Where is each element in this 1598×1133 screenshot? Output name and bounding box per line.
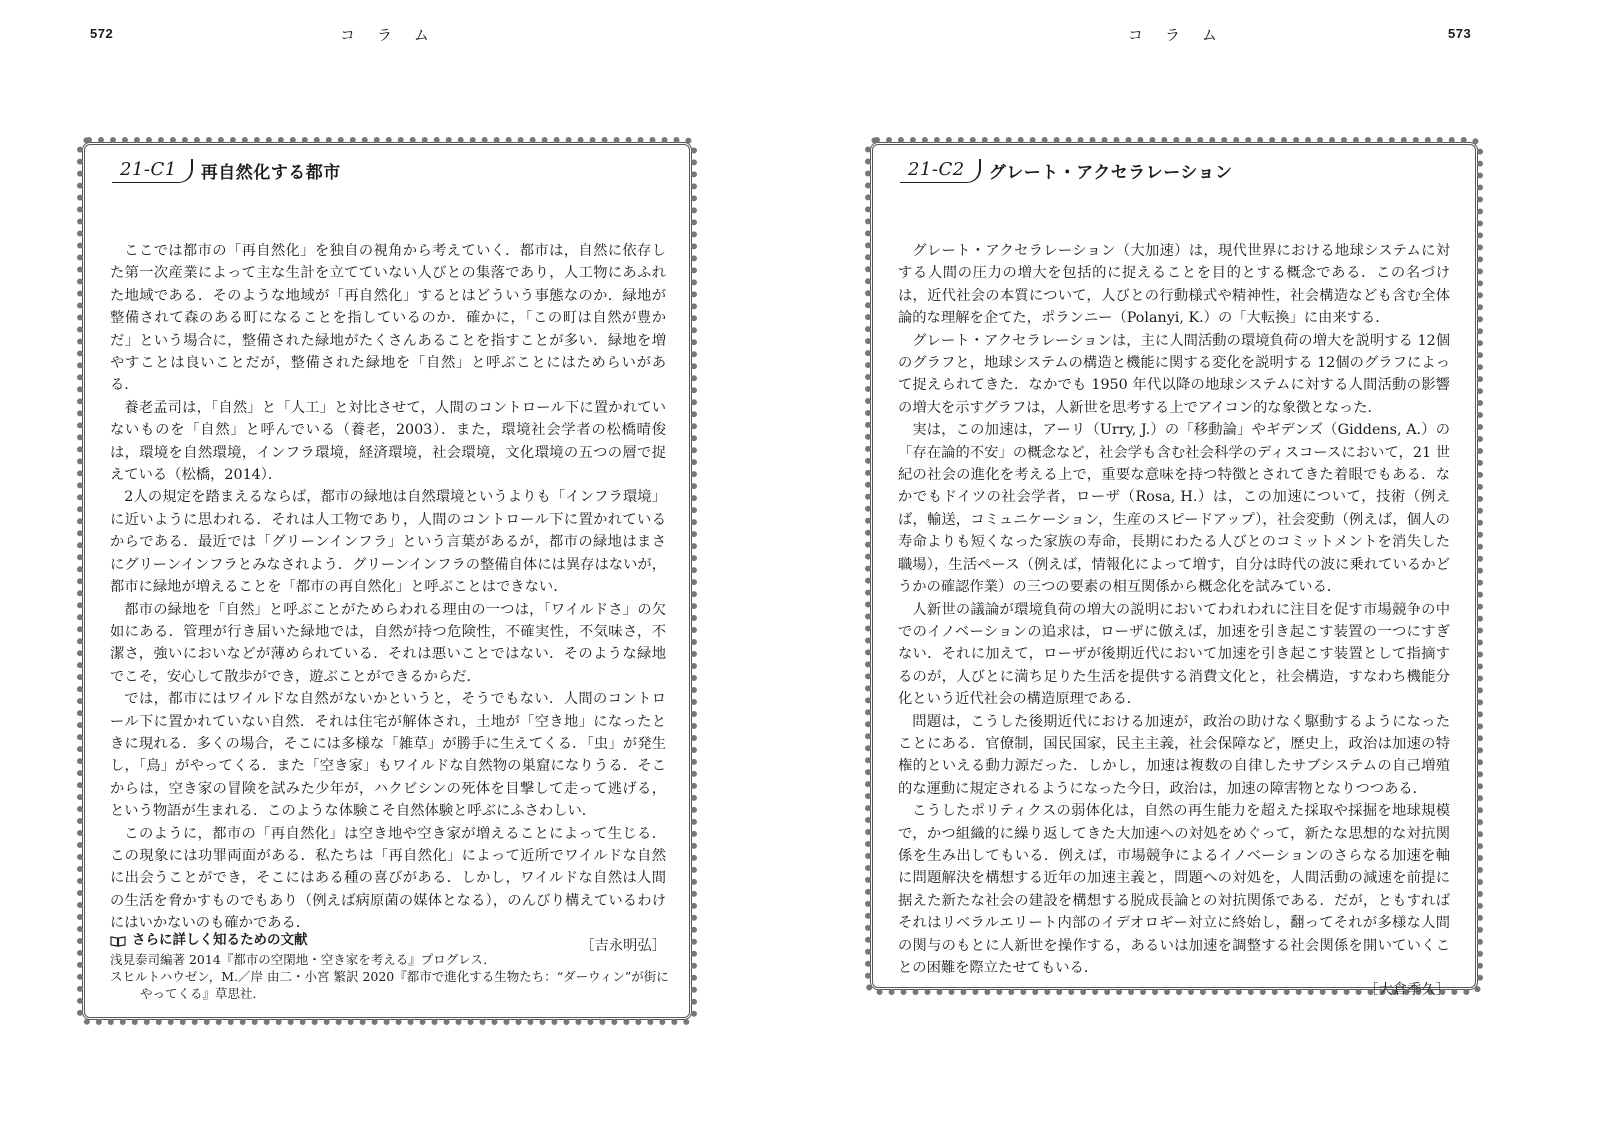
column-box-right [870, 142, 1478, 999]
author-signature: ［大倉季久］ [1364, 982, 1450, 999]
column-header [112, 158, 341, 183]
column-title: 再自然化する都市 [200, 163, 341, 183]
paragraph: 2人の規定を踏まえるならば，都市の緑地は自然環境というよりも「インフラ環境」に近いように思われる．それは人工物であり，人間のコントロール下に置かれているからである．最近では「グリーンインフラ」という言葉があるが，都市の緑地はまさにグリーンインフラとみなされよう．グリーンインフラの整備自体には異存はないが，都市に緑地が増えることを「都市の再自然化」と呼ぶことはできない． [110, 489, 666, 596]
paragraph: グレート・アクセラレーションは，主に人間活動の環境負荷の増大を説明する 12個のグラフと，地球システムの構造と機能に関する変化を説明する 12個のグラフによって捉えられてきた．なかでも 1950 年代以降の地球システムに対する人間活動の影響の増大を示すグラフは，人新世を思考する上でアイコン的な象徴となった． [898, 332, 1450, 416]
column-id: 21-C1 [112, 159, 193, 183]
references [110, 932, 670, 1002]
paragraph: 人新世の議論が環境負荷の増大の説明においてわれわれに注目を促す市場競争の中でのイノベーションの追求は，ローザに倣えば，加速を引き起こす装置の一つにすぎない．それに加えて，ローザが後期近代において加速を引き起こす装置として指摘するのが，人びとに満ち足りた生活を提供する消費文化と，社会構造，すなわち機能分化という近代社会の構造原理である． [898, 601, 1450, 708]
paragraph: 実は，この加速は，アーリ（Urry, J.）の「移動論」やギデンズ（Giddens, A.）の「存在論的不安」の概念など，社会学も含む社会科学のディスコースにおいて，21 世紀の社会の進化を考える上で，重要な意味を持つ特徴とされてきた着眼でもある．なかでもドイツの社会学者，ローザ（Rosa, H.）は，この加速について，技術（例えば，輸送，コミュニケーション，生産のスピードアップ），社会変動（例えば，個人の寿命よりも短くなった家族の寿命，長期にわたる人びとのコミットメントを消失した職場），生活ペース（例えば，情報化によって増す，自分は時代の波に乗れているかどうかの確認作業）の三つの要素の相互関係から概念化を試みている． [898, 422, 1450, 596]
reference-item: スヒルトハウゼン，M.／岸 由二・小宮 繁訳 2020『都市で進化する生物たち：“ダーウィン”が街にやってくる』草思社． [110, 969, 669, 1001]
page-number-left: 572 [90, 26, 114, 41]
paragraph: こうしたポリティクスの弱体化は，自然の再生能力を超えた採取や採掘を地球規模で，かつ組織的に繰り返してきた大加速への対処をめぐって，新たな思想的な対抗関係を生み出してもいる．例えば，市場競争によるイノベーションのさらなる加速を軸に問題解決を構想する近年の加速主義と，問題への対処を，人間活動の減速を前提に据えた新たな社会の建設を構想する脱成長論との対抗関係である．だが，ともすればそれはリベラルエリート内部のイデオロギー対立に終始し，翻ってそれが多様な人間の関与のもとに人新世を操作する，あるいは加速を調整する社会関係を開いていくことの困難を際立たせてもいる． [898, 803, 1450, 976]
paragraph: 養老孟司は，「自然」と「人工」と対比させて，人間のコントロール下に置かれていないものを「自然」と呼んでいる（養老，2003）．また，環境社会学者の松橋晴俊は，環境を自然環境，インフラ環境，経済環境，社会環境，文化環境の五つの層で捉えている（松橋，2014）． [110, 399, 666, 484]
open-book-icon [110, 935, 126, 947]
reference-item: 浅見泰司編著 2014『都市の空閑地・空き家を考える』プログレス． [110, 952, 496, 967]
references-heading-text: さらに詳しく知るための文献 [132, 932, 308, 948]
column-header [900, 158, 1233, 183]
column-title: グレート・アクセラレーション [988, 163, 1233, 183]
paragraph: このように，都市の「再自然化」は空き地や空き家が増えることによって生じる．この現象には功罪両面がある．私たちは「再自然化」によって近所でワイルドな自然に出会うことができ，そこにはある種の喜びがある．しかし，ワイルドな自然は人間の生活を脅かすものでもあり（例えば病原菌の媒体となる），のんびり構えているわけにはいかないのも確かである． [110, 825, 666, 932]
running-head-right: コラム [1128, 26, 1239, 44]
references-heading [110, 932, 670, 949]
author-signature: ［吉永明弘］ [580, 937, 666, 954]
running-head-left: コラム [340, 26, 451, 44]
column-id: 21-C2 [900, 159, 981, 183]
column-body [898, 240, 1450, 1002]
paragraph: グレート・アクセラレーション（大加速）は，現代世界における地球システムに対する人間の圧力の増大を包括的に捉えることを目的とする概念である．この名づけは，近代社会の本質について，人びとの行動様式や精神性，社会構造なども含む全体論的な理解を企てた，ポランニー（Polanyi, K.）の「大転換」に由来する． [898, 243, 1450, 327]
column-body [110, 240, 666, 957]
column-box-left [82, 142, 692, 1020]
paragraph: 問題は，こうした後期近代における加速が，政治の助けなく駆動するようになったことにある．官僚制，国民国家，民主主義，社会保障など，歴史上，政治は加速の特権的といえる動力源だった．しかし，加速は複数の自律したサブシステムの自己増殖的な運動に規定されるようになった今日，政治は，加速の障害物となりつつある． [898, 713, 1450, 797]
paragraph: 都市の緑地を「自然」と呼ぶことがためらわれる理由の一つは，「ワイルドさ」の欠如にある．管理が行き届いた緑地では，自然が持つ危険性，不確実性，不気味さ，不潔さ，強いにおいなどが薄められている．それは悪いことではない．そのような緑地でこそ，安心して散歩ができ，遊ぶことができるからだ． [110, 601, 666, 685]
paragraph: ここでは都市の「再自然化」を独自の視角から考えていく．都市は，自然に依存した第一次産業によって主な生計を立てていない人びとの集落であり，人工物にあふれた地域である．そのような地域が「再自然化」するとはどういう事態なのか．緑地が整備されて森のある町になることを指しているのか．確かに，「この町は自然が豊かだ」という場合に，整備された緑地がたくさんあることを指すことが多い．緑地を増やすことは良いことだが，整備された緑地を「自然」と呼ぶことにはためらいがある． [110, 243, 666, 394]
page-number-right: 573 [1448, 26, 1472, 41]
paragraph: では，都市にはワイルドな自然がないかというと，そうでもない．人間のコントロール下に置かれていない自然．それは住宅が解体され，土地が「空き地」になったときに現れる．多くの場合，そこには多様な「雑草」が勝手に生えてくる．「虫」が発生し，「鳥」がやってくる．また「空き家」もワイルドな自然物の巣窟になりうる．そこからは，空き家の冒険を試みた少年が，ハクビシンの死体を目撃して走って逃げる，という物語が生まれる．このような体験こそ自然体験と呼ぶにふさわしい． [110, 691, 666, 820]
